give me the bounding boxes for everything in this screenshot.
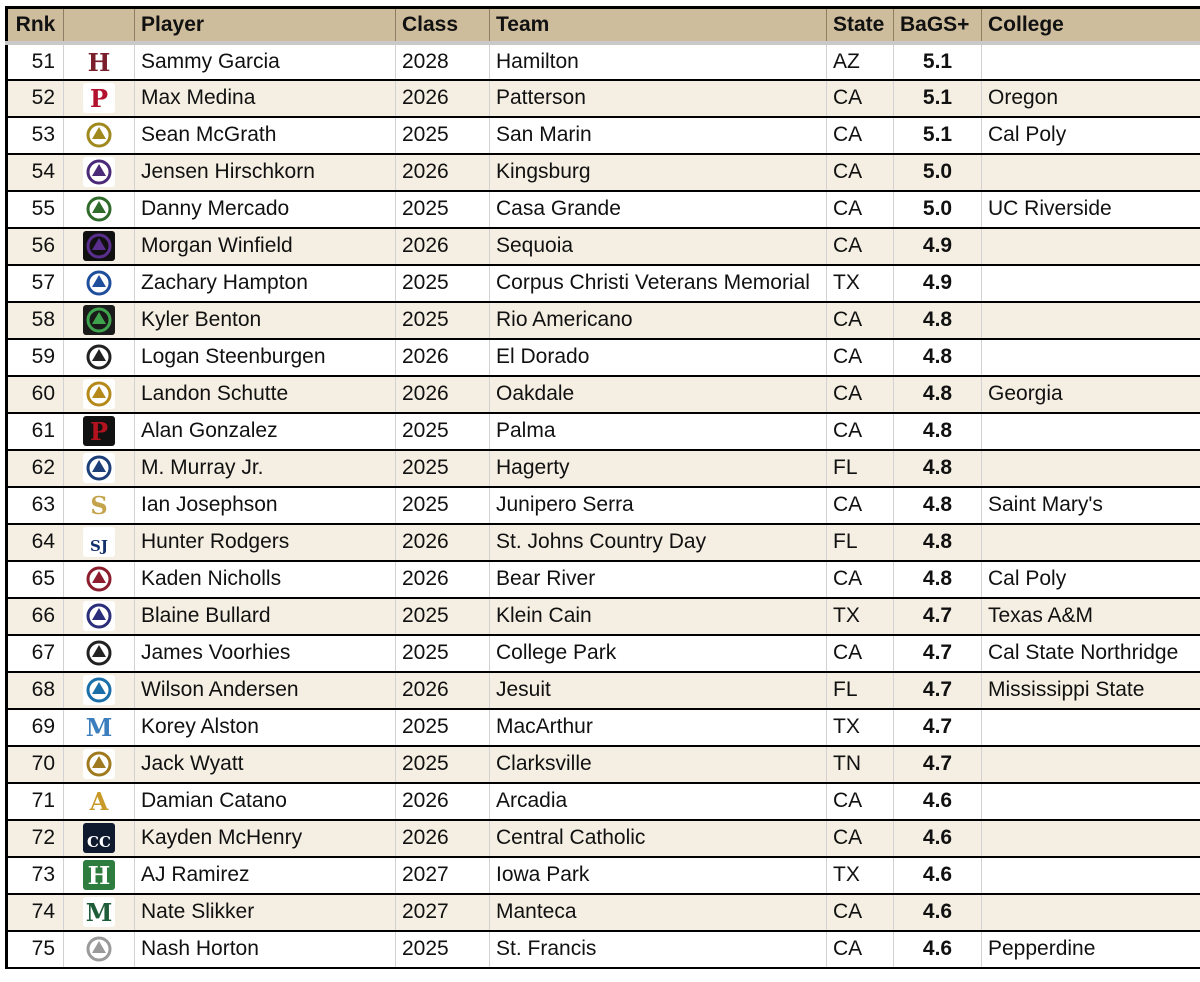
table-body: [7, 43, 1200, 968]
state-cell[interactable]: FL: [827, 450, 894, 487]
state-cell[interactable]: TN: [827, 746, 894, 783]
rank-cell[interactable]: 63: [7, 487, 64, 524]
class-cell[interactable]: 2026: [396, 154, 490, 191]
class-cell[interactable]: 2025: [396, 931, 490, 968]
class-cell[interactable]: 2026: [396, 783, 490, 820]
rank-cell[interactable]: 71: [7, 783, 64, 820]
class-cell[interactable]: 2025: [396, 709, 490, 746]
logo-cell[interactable]: [64, 487, 135, 524]
class-cell[interactable]: 2026: [396, 524, 490, 561]
player-cell[interactable]: Sean McGrath: [135, 117, 396, 154]
state-cell[interactable]: CA: [827, 413, 894, 450]
bags-cell[interactable]: 5.1: [894, 43, 982, 80]
rank-cell[interactable]: 67: [7, 635, 64, 672]
state-cell[interactable]: AZ: [827, 43, 894, 80]
svg-text:P: P: [89, 84, 109, 113]
player-cell[interactable]: Kaden Nicholls: [135, 561, 396, 598]
college-cell[interactable]: [982, 857, 1200, 894]
player-cell[interactable]: Kayden McHenry: [135, 820, 396, 857]
table-row[interactable]: [7, 820, 1200, 857]
class-cell[interactable]: 2025: [396, 450, 490, 487]
bags-cell[interactable]: 4.8: [894, 376, 982, 413]
logo-cell[interactable]: [64, 228, 135, 265]
logo-cell[interactable]: [64, 413, 135, 450]
hamilton-h-icon: [82, 46, 116, 78]
bags-cell[interactable]: 4.7: [894, 635, 982, 672]
team-cell[interactable]: San Marin: [490, 117, 827, 154]
bags-cell[interactable]: 4.8: [894, 561, 982, 598]
table-row[interactable]: [7, 561, 1200, 598]
svg-text:A: A: [89, 787, 109, 816]
player-cell[interactable]: Nate Slikker: [135, 894, 396, 931]
logo-cell[interactable]: [64, 80, 135, 117]
bags-cell[interactable]: 4.9: [894, 265, 982, 302]
patterson-p-icon: [82, 82, 116, 114]
rank-cell[interactable]: 72: [7, 820, 64, 857]
logo-cell[interactable]: [64, 709, 135, 746]
player-cell[interactable]: Hunter Rodgers: [135, 524, 396, 561]
college-cell[interactable]: [982, 524, 1200, 561]
team-cell[interactable]: Palma: [490, 413, 827, 450]
college-cell[interactable]: [982, 43, 1200, 80]
class-cell[interactable]: 2026: [396, 672, 490, 709]
state-cell[interactable]: TX: [827, 709, 894, 746]
palma-p-icon: [82, 415, 116, 447]
team-cell[interactable]: MacArthur: [490, 709, 827, 746]
college-cell[interactable]: [982, 746, 1200, 783]
rank-cell[interactable]: 69: [7, 709, 64, 746]
player-cell[interactable]: Damian Catano: [135, 783, 396, 820]
player-cell[interactable]: Wilson Andersen: [135, 672, 396, 709]
class-cell[interactable]: 2027: [396, 857, 490, 894]
sj-monogram-icon: [82, 526, 116, 558]
class-cell[interactable]: 2025: [396, 487, 490, 524]
state-cell[interactable]: CA: [827, 339, 894, 376]
logo-cell[interactable]: [64, 672, 135, 709]
table-row[interactable]: [7, 413, 1200, 450]
bags-cell[interactable]: 4.7: [894, 746, 982, 783]
svg-text:M: M: [85, 713, 113, 742]
rank-cell[interactable]: 75: [7, 931, 64, 968]
team-cell[interactable]: Casa Grande: [490, 191, 827, 228]
hurricane-icon: [82, 600, 116, 632]
rank-cell[interactable]: 53: [7, 117, 64, 154]
rank-cell[interactable]: 60: [7, 376, 64, 413]
header-player[interactable]: Player: [135, 8, 396, 43]
table-row[interactable]: [7, 376, 1200, 413]
team-cell[interactable]: Hamilton: [490, 43, 827, 80]
eagle-shield-icon: [82, 267, 116, 299]
class-cell[interactable]: 2027: [396, 894, 490, 931]
class-cell[interactable]: 2025: [396, 302, 490, 339]
team-cell[interactable]: Klein Cain: [490, 598, 827, 635]
state-cell[interactable]: CA: [827, 80, 894, 117]
state-cell[interactable]: CA: [827, 154, 894, 191]
header-logo[interactable]: [64, 8, 135, 43]
logo-cell[interactable]: [64, 783, 135, 820]
hawk-h-icon: [82, 859, 116, 891]
svg-text:M: M: [85, 898, 113, 927]
svg-text:SJ: SJ: [90, 537, 108, 555]
player-cell[interactable]: M. Murray Jr.: [135, 450, 396, 487]
bags-cell[interactable]: 4.7: [894, 709, 982, 746]
college-cell[interactable]: [982, 154, 1200, 191]
college-cell[interactable]: Cal Poly: [982, 561, 1200, 598]
state-cell[interactable]: CA: [827, 376, 894, 413]
class-cell[interactable]: 2028: [396, 43, 490, 80]
table-row[interactable]: [7, 746, 1200, 783]
class-cell[interactable]: 2025: [396, 265, 490, 302]
table-row[interactable]: [7, 191, 1200, 228]
logo-cell[interactable]: [64, 191, 135, 228]
logo-cell[interactable]: [64, 524, 135, 561]
cc-monogram-icon: [82, 822, 116, 854]
header-class[interactable]: Class: [396, 8, 490, 43]
table-row[interactable]: [7, 894, 1200, 931]
player-cell[interactable]: Jack Wyatt: [135, 746, 396, 783]
logo-cell[interactable]: [64, 931, 135, 968]
team-cell[interactable]: Junipero Serra: [490, 487, 827, 524]
table-row[interactable]: [7, 598, 1200, 635]
player-cell[interactable]: Jensen Hirschkorn: [135, 154, 396, 191]
state-cell[interactable]: CA: [827, 635, 894, 672]
bags-cell[interactable]: 4.8: [894, 524, 982, 561]
logo-cell[interactable]: [64, 376, 135, 413]
table-row[interactable]: [7, 228, 1200, 265]
state-cell[interactable]: TX: [827, 265, 894, 302]
college-cell[interactable]: [982, 265, 1200, 302]
player-cell[interactable]: AJ Ramirez: [135, 857, 396, 894]
class-cell[interactable]: 2025: [396, 598, 490, 635]
svg-text:P: P: [89, 417, 109, 446]
team-cell[interactable]: Arcadia: [490, 783, 827, 820]
bags-cell[interactable]: 5.1: [894, 80, 982, 117]
header-state[interactable]: State: [827, 8, 894, 43]
rank-cell[interactable]: 58: [7, 302, 64, 339]
header-team[interactable]: Team: [490, 8, 827, 43]
table-row[interactable]: [7, 524, 1200, 561]
raven-icon: [82, 230, 116, 262]
player-cell[interactable]: Blaine Bullard: [135, 598, 396, 635]
bags-cell[interactable]: 4.8: [894, 487, 982, 524]
rank-cell[interactable]: 55: [7, 191, 64, 228]
table-row[interactable]: [7, 931, 1200, 968]
class-cell[interactable]: 2026: [396, 376, 490, 413]
state-cell[interactable]: CA: [827, 191, 894, 228]
bags-cell[interactable]: 4.6: [894, 783, 982, 820]
class-cell[interactable]: 2026: [396, 561, 490, 598]
college-cell[interactable]: [982, 302, 1200, 339]
table-row[interactable]: [7, 80, 1200, 117]
bear-paw-icon: [82, 563, 116, 595]
table-row[interactable]: [7, 265, 1200, 302]
state-cell[interactable]: CA: [827, 302, 894, 339]
class-cell[interactable]: 2026: [396, 339, 490, 376]
rank-cell[interactable]: 68: [7, 672, 64, 709]
bags-cell[interactable]: 4.6: [894, 820, 982, 857]
team-cell[interactable]: Jesuit: [490, 672, 827, 709]
table-row[interactable]: [7, 302, 1200, 339]
bags-cell[interactable]: 4.6: [894, 857, 982, 894]
team-cell[interactable]: St. Francis: [490, 931, 827, 968]
table-row[interactable]: [7, 783, 1200, 820]
table-row[interactable]: [7, 450, 1200, 487]
team-cell[interactable]: Rio Americano: [490, 302, 827, 339]
table-row[interactable]: [7, 43, 1200, 80]
state-cell[interactable]: TX: [827, 857, 894, 894]
player-cell[interactable]: Morgan Winfield: [135, 228, 396, 265]
player-cell[interactable]: Korey Alston: [135, 709, 396, 746]
rank-cell[interactable]: 52: [7, 80, 64, 117]
player-cell[interactable]: Nash Horton: [135, 931, 396, 968]
college-cell[interactable]: Georgia: [982, 376, 1200, 413]
player-cell[interactable]: Zachary Hampton: [135, 265, 396, 302]
tiger-shark-icon: [82, 674, 116, 706]
state-cell[interactable]: CA: [827, 820, 894, 857]
bags-cell[interactable]: 4.8: [894, 302, 982, 339]
team-cell[interactable]: Iowa Park: [490, 857, 827, 894]
class-cell[interactable]: 2026: [396, 820, 490, 857]
svg-text:H: H: [87, 861, 111, 890]
state-cell[interactable]: CA: [827, 117, 894, 154]
table-row[interactable]: [7, 635, 1200, 672]
player-cell[interactable]: Logan Steenburgen: [135, 339, 396, 376]
logo-cell[interactable]: [64, 450, 135, 487]
mustang-icon: [82, 119, 116, 151]
college-cell[interactable]: [982, 228, 1200, 265]
team-cell[interactable]: El Dorado: [490, 339, 827, 376]
header-rank[interactable]: Rnk: [7, 8, 64, 43]
rank-cell[interactable]: 74: [7, 894, 64, 931]
class-cell[interactable]: 2025: [396, 746, 490, 783]
logo-cell[interactable]: [64, 894, 135, 931]
table-row[interactable]: [7, 857, 1200, 894]
bags-cell[interactable]: 4.6: [894, 931, 982, 968]
rank-cell[interactable]: 62: [7, 450, 64, 487]
falcon-icon: [82, 637, 116, 669]
rank-cell[interactable]: 51: [7, 43, 64, 80]
state-cell[interactable]: TX: [827, 598, 894, 635]
rank-cell[interactable]: 64: [7, 524, 64, 561]
team-cell[interactable]: Manteca: [490, 894, 827, 931]
team-cell[interactable]: Clarksville: [490, 746, 827, 783]
player-cell[interactable]: Danny Mercado: [135, 191, 396, 228]
table-row[interactable]: [7, 709, 1200, 746]
rank-cell[interactable]: 59: [7, 339, 64, 376]
table-row[interactable]: [7, 487, 1200, 524]
viking-head-icon: [82, 156, 116, 188]
rank-cell[interactable]: 61: [7, 413, 64, 450]
team-cell[interactable]: Sequoia: [490, 228, 827, 265]
logo-cell[interactable]: [64, 857, 135, 894]
mustang-head-icon: [82, 378, 116, 410]
college-cell[interactable]: Saint Mary's: [982, 487, 1200, 524]
logo-cell[interactable]: [64, 820, 135, 857]
college-cell[interactable]: [982, 450, 1200, 487]
table-row[interactable]: [7, 154, 1200, 191]
team-cell[interactable]: College Park: [490, 635, 827, 672]
raider-icon: [82, 304, 116, 336]
team-cell[interactable]: St. Johns Country Day: [490, 524, 827, 561]
logo-cell[interactable]: [64, 265, 135, 302]
table-row[interactable]: [7, 339, 1200, 376]
state-cell[interactable]: CA: [827, 783, 894, 820]
state-cell[interactable]: CA: [827, 894, 894, 931]
team-cell[interactable]: Bear River: [490, 561, 827, 598]
bags-cell[interactable]: 4.9: [894, 228, 982, 265]
class-cell[interactable]: 2025: [396, 635, 490, 672]
bags-cell[interactable]: 5.0: [894, 191, 982, 228]
college-cell[interactable]: [982, 413, 1200, 450]
rank-cell[interactable]: 70: [7, 746, 64, 783]
class-cell[interactable]: 2026: [396, 80, 490, 117]
table-row[interactable]: [7, 117, 1200, 154]
bags-cell[interactable]: 4.7: [894, 598, 982, 635]
class-cell[interactable]: 2025: [396, 117, 490, 154]
header-college[interactable]: College: [982, 8, 1200, 43]
state-cell[interactable]: CA: [827, 487, 894, 524]
header-row: [7, 8, 1200, 43]
player-cell[interactable]: Kyler Benton: [135, 302, 396, 339]
logo-cell[interactable]: [64, 154, 135, 191]
college-cell[interactable]: Cal Poly: [982, 117, 1200, 154]
logo-cell[interactable]: [64, 635, 135, 672]
college-cell[interactable]: Pepperdine: [982, 931, 1200, 968]
rank-cell[interactable]: 57: [7, 265, 64, 302]
serra-s-icon: [82, 489, 116, 521]
college-cell[interactable]: [982, 709, 1200, 746]
state-cell[interactable]: FL: [827, 672, 894, 709]
shark-icon: [82, 933, 116, 965]
logo-cell[interactable]: [64, 746, 135, 783]
college-cell[interactable]: UC Riverside: [982, 191, 1200, 228]
logo-cell[interactable]: [64, 43, 135, 80]
rank-cell[interactable]: 73: [7, 857, 64, 894]
bags-cell[interactable]: 4.8: [894, 339, 982, 376]
college-cell[interactable]: [982, 820, 1200, 857]
player-cell[interactable]: Ian Josephson: [135, 487, 396, 524]
team-cell[interactable]: Oakdale: [490, 376, 827, 413]
svg-text:CC: CC: [87, 833, 111, 851]
team-cell[interactable]: Kingsburg: [490, 154, 827, 191]
bags-cell[interactable]: 5.1: [894, 117, 982, 154]
table-row[interactable]: [7, 672, 1200, 709]
macarthur-m-icon: [82, 711, 116, 743]
team-cell[interactable]: Patterson: [490, 80, 827, 117]
bags-cell[interactable]: 4.6: [894, 894, 982, 931]
class-cell[interactable]: 2025: [396, 413, 490, 450]
team-cell[interactable]: Central Catholic: [490, 820, 827, 857]
team-cell[interactable]: Corpus Christi Veterans Memorial: [490, 265, 827, 302]
team-cell[interactable]: Hagerty: [490, 450, 827, 487]
player-cell[interactable]: Sammy Garcia: [135, 43, 396, 80]
college-cell[interactable]: Texas A&M: [982, 598, 1200, 635]
logo-cell[interactable]: [64, 598, 135, 635]
bags-cell[interactable]: 5.0: [894, 154, 982, 191]
player-cell[interactable]: Max Medina: [135, 80, 396, 117]
bags-cell[interactable]: 4.7: [894, 672, 982, 709]
bags-cell[interactable]: 4.8: [894, 413, 982, 450]
logo-cell[interactable]: [64, 117, 135, 154]
class-cell[interactable]: 2026: [396, 228, 490, 265]
state-cell[interactable]: CA: [827, 561, 894, 598]
header-bags[interactable]: BaGS+: [894, 8, 982, 43]
logo-cell[interactable]: [64, 339, 135, 376]
state-cell[interactable]: CA: [827, 931, 894, 968]
wildcat-crest-icon: [82, 748, 116, 780]
svg-text:S: S: [90, 491, 108, 520]
logo-cell[interactable]: [64, 561, 135, 598]
hawk-icon: [82, 341, 116, 373]
bags-cell[interactable]: 4.8: [894, 450, 982, 487]
college-cell[interactable]: Mississippi State: [982, 672, 1200, 709]
logo-cell[interactable]: [64, 302, 135, 339]
class-cell[interactable]: 2025: [396, 191, 490, 228]
arcadia-a-icon: [82, 785, 116, 817]
college-cell[interactable]: [982, 783, 1200, 820]
state-cell[interactable]: CA: [827, 228, 894, 265]
college-cell[interactable]: [982, 894, 1200, 931]
rank-cell[interactable]: 65: [7, 561, 64, 598]
college-cell[interactable]: Oregon: [982, 80, 1200, 117]
player-cell[interactable]: James Voorhies: [135, 635, 396, 672]
player-cell[interactable]: Landon Schutte: [135, 376, 396, 413]
college-cell[interactable]: [982, 339, 1200, 376]
rank-cell[interactable]: 66: [7, 598, 64, 635]
state-cell[interactable]: FL: [827, 524, 894, 561]
gaucho-icon: [82, 193, 116, 225]
husky-seal-icon: [82, 452, 116, 484]
svg-text:H: H: [87, 47, 111, 77]
manteca-m-icon: [82, 896, 116, 928]
college-cell[interactable]: Cal State Northridge: [982, 635, 1200, 672]
rank-cell[interactable]: 54: [7, 154, 64, 191]
player-cell[interactable]: Alan Gonzalez: [135, 413, 396, 450]
rank-cell[interactable]: 56: [7, 228, 64, 265]
rankings-table: [5, 6, 1200, 969]
